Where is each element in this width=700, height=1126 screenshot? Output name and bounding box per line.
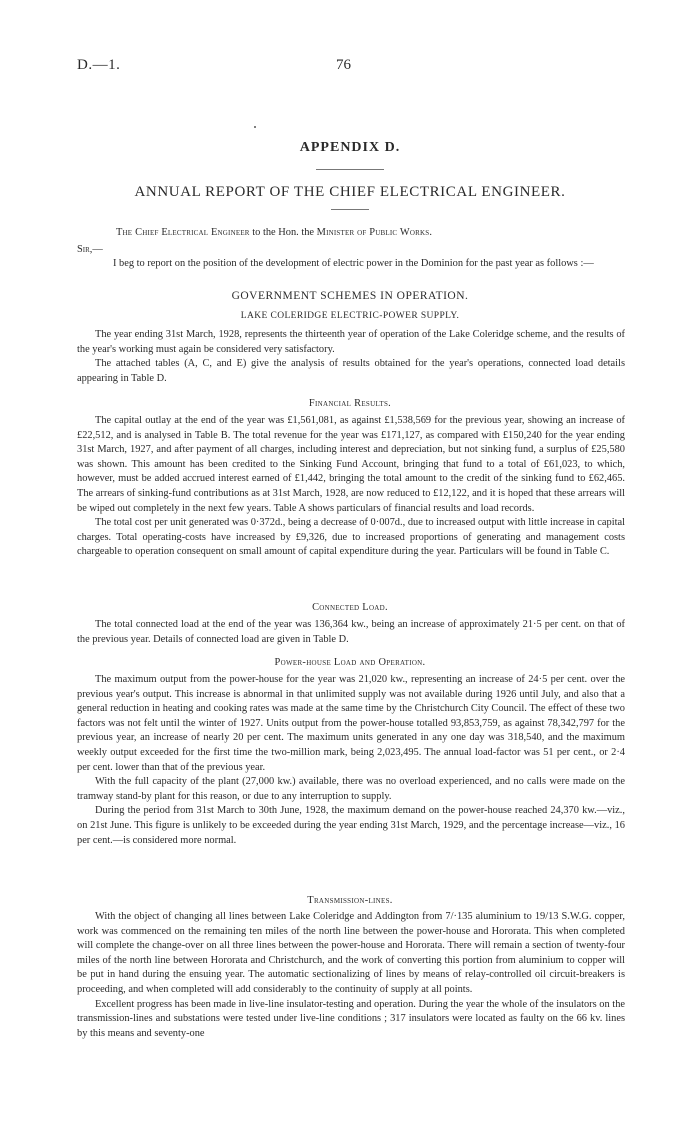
speck-mark bbox=[254, 126, 256, 128]
paragraph: With the full capacity of the plant (27,000 kw.) available, there was no overload experienced, and no calls were made on the tramway stand-by plant for this reason, or due to any interruption to supply. bbox=[77, 776, 625, 802]
document-code: D.—1. bbox=[77, 57, 121, 73]
sub-heading: LAKE COLERIDGE ELECTRIC-POWER SUPPLY. bbox=[240, 311, 460, 321]
heading-power-house: Power-house Load and Operation. bbox=[274, 657, 426, 668]
paragraph: The total cost per unit generated was 0·372d., being a decrease of 0·007d., due to increased output with little increase in capital charges. Total operating-costs have increased by £9,326, due to increased proportions of generating and management costs chargeable to operation consequent on small amount of capital expenditure during the year. Particulars will be found in Table C. bbox=[77, 517, 625, 558]
heading-connected-load: Connected Load. bbox=[312, 602, 388, 613]
connected-load-text bbox=[77, 618, 625, 647]
salutation-line bbox=[116, 227, 432, 238]
paragraph: The attached tables (A, C, and E) give the analysis of results obtained for the year's operations, connected load details appearing in Table D. bbox=[77, 358, 625, 384]
intro-paragraph bbox=[77, 257, 625, 272]
salutation-to: Minister of Public Works. bbox=[316, 227, 433, 238]
paragraph: The total connected load at the end of the year was 136,364 kw., being an increase of approximately 21·5 per cent. on that of the previous year. Details of connected load are given in Table D. bbox=[77, 619, 625, 645]
paragraph: Excellent progress has been made in live-line insulator-testing and operation. During the year the whole of the insulators on the transmission-lines and substations were tested under live-line conditions ; 317 insulators were located as faulty on the 66 kv. lines by this means and seventy-one bbox=[77, 998, 625, 1039]
transmission-lines-text bbox=[77, 910, 625, 1041]
paragraph: During the period from 31st March to 30th June, 1928, the maximum demand on the power-house reached 24,370 kw.—viz., on 21st June. This figure is unlikely to be exceeded during the year ending 31st March, 1929, and the percentage increase—viz., 16 per cent.—is considered more normal. bbox=[77, 805, 625, 846]
paragraph: The maximum output from the power-house for the year was 21,020 kw., representing an increase of 24·5 per cent. over the previous year's output. This increase is abnormal in that unlimited supply was not available during 1926 until July, and also that a general reduction in heating and cooking rates was made at the same time by the Christchurch City Council. The effect of these two factors was not felt until the winter of 1927. Units output from the power-house totalled 93,853,759, as against 78,342,797 for the previous year, an increase of nearly 20 per cent. The maximum units generated in any one day was 318,540, and the maximum weekly output exceeded for the first time the two-million mark, being 2,023,495. The annual load-factor was 51 per cent., or 2·4 per cent. lower than that of the previous year. bbox=[77, 674, 625, 773]
paragraph: The year ending 31st March, 1928, represents the thirteenth year of operation of the Lake Coleridge scheme, and the results of the year's working must again be considered very satisfactory. bbox=[77, 329, 625, 355]
paragraph: With the object of changing all lines between Lake Coleridge and Addington from 7/·135 aluminium to 19/13 S.W.G. copper, work was commenced on the remaining ten miles of the north line between the power-house and Hororata. This when completed will complete the change-over on all three lines between the power-house and Hororata. There will remain a section of twenty-four miles of the north line between Hororata and Christchurch, and the work of converting this portion from aluminium to copper will be put in hand during the ensuing year. The automatic sectionalizing of lines by means of relay-controlled oil circuit-breakers is proceeding, and when completed will add considerably to the continuity of supply at all points. bbox=[77, 911, 625, 995]
salutation-from: The Chief Electrical Engineer bbox=[116, 227, 250, 238]
intro-paragraphs bbox=[77, 328, 625, 386]
appendix-title: APPENDIX D. bbox=[299, 140, 401, 155]
divider-rule bbox=[331, 209, 369, 210]
report-title: ANNUAL REPORT OF THE CHIEF ELECTRICAL ENGINEER. bbox=[134, 184, 566, 200]
power-house-text bbox=[77, 673, 625, 848]
salutation-to-word: to the Hon. the bbox=[252, 227, 315, 238]
heading-transmission-lines: Transmission-lines. bbox=[307, 895, 393, 906]
financial-results-text bbox=[77, 414, 625, 560]
salutation-sir: Sir,— bbox=[77, 244, 103, 255]
divider-rule bbox=[316, 169, 384, 170]
intro-text: I beg to report on the position of the development of electric power in the Dominion for the past year as follows :— bbox=[113, 258, 594, 269]
paragraph: The capital outlay at the end of the year was £1,561,081, as against £1,538,569 for the previous year, showing an increase of £22,512, and is analysed in Table B. The total revenue for the year was £171,127, as compared with £150,240 for the year ending 31st March, 1927, and after payment of all charges, including interest and depreciation, but not sinking fund, a surplus of £25,580 was shown. This amount has been credited to the Sinking Fund Account, bringing that fund to a total of £61,023, to which, however, must be added accrued interest earned of £1,442, bringing the total amount to the credit of the sinking fund to £62,465. The arrears of sinking-fund contributions as at 31st March, 1928, are now reduced to £12,122, and it is hoped that these arrears will be wiped out completely in the next few years. Table A shows particulars of financial results and load records. bbox=[77, 415, 625, 514]
page-number: 76 bbox=[336, 57, 351, 73]
heading-financial-results: Financial Results. bbox=[308, 398, 392, 409]
section-heading: GOVERNMENT SCHEMES IN OPERATION. bbox=[231, 290, 469, 302]
